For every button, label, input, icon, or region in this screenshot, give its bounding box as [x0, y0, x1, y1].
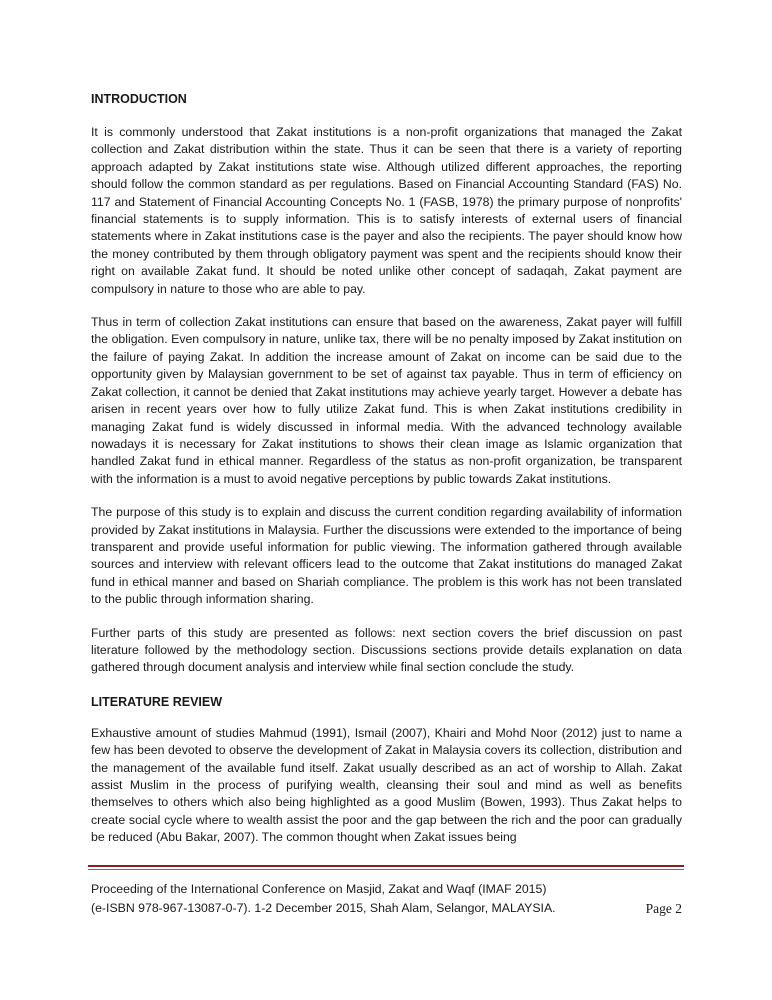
footer-rule	[88, 865, 684, 867]
footer-rule-thin	[88, 869, 684, 870]
literature-paragraph-1: Exhaustive amount of studies Mahmud (1991), Ismail (2007), Khairi and Mohd Noor (2012) just to name a few has been devoted to observe the development of Zakat in Malaysia covers its collection, distribution and the management of the available fund itself. Zakat usually described as an act of worship to Allah. Zakat assist Muslim in the process of purifying wealth, cleansing their soul and mind as well as benefits themselves to others which also being highlighted as a good Muslim (Bowen, 1993). Thus Zakat helps to create social cycle where to wealth assist the poor and the gap between the rich and the poor can gradually be reduced (Abu Bakar, 2007). The common thought when Zakat issues being	[91, 725, 682, 845]
intro-paragraph-2: Thus in term of collection Zakat institutions can ensure that based on the awareness, Zakat payer will fulfill the obligation. Even compulsory in nature, unlike tax, there will be no penalty imposed by Zakat institution on the failure of paying Zakat. In addition the increase amount of Zakat on income can be said due to the opportunity given by Malaysian government to be set of against tax payable. Thus in term of efficiency on Zakat collection, it cannot be denied that Zakat institutions may achieve yearly target. However a debate has arisen in recent years over how to fully utilize Zakat fund. This is when Zakat institutions credibility in managing Zakat fund is widely discussed in informal media. With the advanced technology available nowadays it is necessary for Zakat institutions to shows their clean image as Islamic organization that handled Zakat fund in ethical manner. Regardless of the status as non-profit organization, be transparent with the information is a must to avoid negative perceptions by public towards Zakat institutions.	[91, 315, 682, 486]
intro-paragraph-4: Further parts of this study are presented as follows: next section covers the brief discussion on past literature followed by the methodology section. Discussions sections provide details explanation on data gathered through document analysis and interview while final section conclude the study.	[91, 625, 682, 675]
footer-isbn-line: (e-ISBN 978-967-13087-0-7). 1-2 December 2015, Shah Alam, Selangor, MALAYSIA.	[91, 901, 556, 915]
footer-conference-line: Proceeding of the International Conference on Masjid, Zakat and Waqf (IMAF 2015)	[91, 882, 547, 896]
page-number: Page 2	[645, 901, 682, 916]
page-body	[91, 90, 682, 863]
section-heading-introduction: INTRODUCTION	[91, 92, 187, 106]
intro-paragraph-1: It is commonly understood that Zakat institutions is a non-profit organizations that managed the Zakat collection and Zakat distribution within the state. Thus it can be seen that there is a variety of reporting approach adapted by Zakat institutions state wise. Although utilized different approaches, the reporting should follow the common standard as per regulations. Based on Financial Accounting Standard (FAS) No. 117 and Statement of Financial Accounting Concepts No. 1 (FASB, 1978) the primary purpose of nonprofits' financial statements is to supply information. This is to satisfy interests of external users of financial statements where in Zakat institutions case is the payer and also the recipients. The payer should know how the money contributed by them through obligatory payment was spent and the recipients should know their right on available Zakat fund. It should be noted unlike other concept of sadaqah, Zakat payment are compulsory in nature to those who are able to pay.	[91, 125, 682, 296]
intro-paragraph-3: The purpose of this study is to explain and discuss the current condition regarding availability of information provided by Zakat institutions in Malaysia. Further the discussions were extended to the importance of being transparent and provide useful information for public viewing. The information gathered through available sources and interview with relevant officers lead to the outcome that Zakat institutions do managed Zakat fund in ethical manner and based on Shariah compliance. The problem is this work has not been translated to the public through information sharing.	[91, 505, 682, 607]
page-footer	[91, 880, 682, 918]
section-heading-literature-review: LITERATURE REVIEW	[91, 694, 223, 709]
